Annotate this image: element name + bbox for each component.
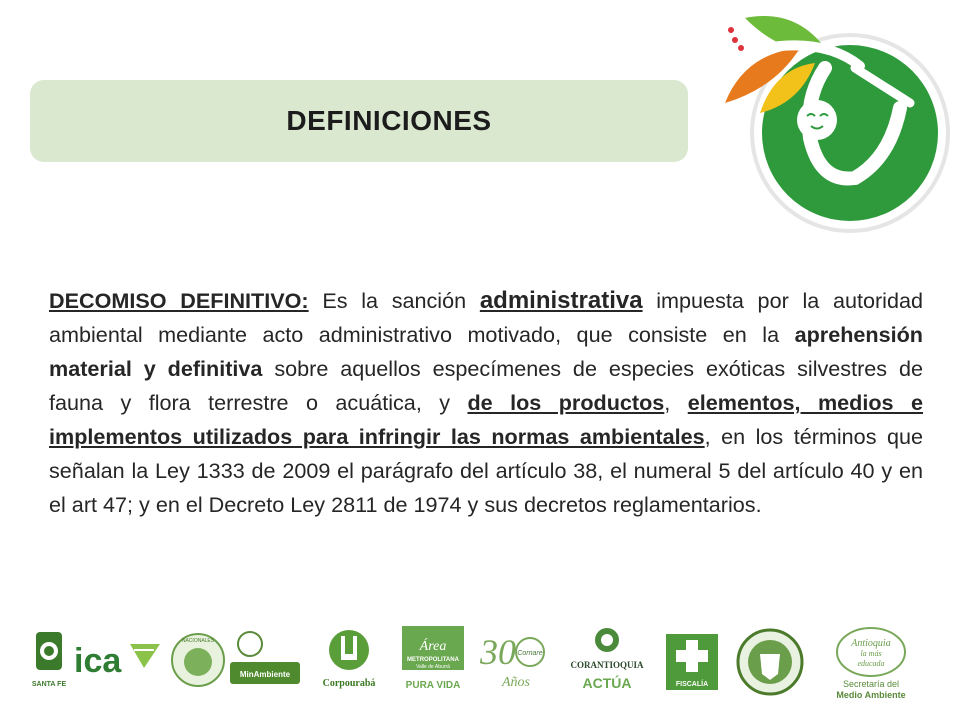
cornare-name: Cornare [517, 650, 543, 657]
definition-paragraph [49, 284, 923, 522]
corantioquia-label: CORANTIOQUIA [570, 660, 644, 670]
minambiente-label: MinAmbiente [239, 670, 291, 679]
minambiente-logo [228, 624, 303, 696]
cornare-number: 30 [480, 632, 516, 672]
corpouraba-label: Corpourabá [322, 678, 376, 689]
definition-text-4: , [664, 390, 688, 415]
corantioquia-logo [564, 624, 650, 696]
nacionales-logo [168, 624, 228, 696]
secretaria-line2: Medio Ambiente [836, 690, 906, 700]
sloth-logo [705, 8, 950, 233]
definition-text-3: sobre aquellos especímenes de especies exóticas silvestres de fauna y flora terrestre o acuática, y [49, 356, 924, 415]
area-sub2: Valle de Aburrá [416, 664, 450, 670]
definition-keyword-productos: de los productos [467, 390, 665, 415]
santafe-label: SANTA FE [31, 681, 67, 688]
ica-logo [72, 624, 162, 696]
santafe-logo [31, 624, 67, 696]
ica-label: ica [74, 642, 122, 680]
area-sub3: PURA VIDA [405, 680, 461, 691]
fiscalia-logo [664, 624, 720, 696]
cornare-anos: Años [502, 675, 530, 690]
secretaria-line1: Secretaría del [842, 679, 900, 689]
area-metropolitana-logo [400, 624, 466, 696]
page-title: DEFINICIONES [286, 105, 492, 136]
nacionales-label: NACIONALES [181, 638, 215, 644]
definition-text-5: , en los términos que señalan la Ley 1333 de 2009 el parágrafo del artículo 38, el numeral 5 del artículo 40 y en el art 47; y en el Decreto Ley 2811 de 1974 y sus decretos reglamentarios. [49, 424, 923, 517]
antioquia-line1: Antioquia [851, 638, 891, 649]
definition-text-1: Es la sanción [308, 288, 480, 313]
definition-keyword-administrativa: administrativa [479, 287, 643, 314]
antioquia-line2: la más [860, 649, 882, 658]
definition-keyword-aprehension: aprehensión material y definitiva [49, 322, 923, 381]
corpouraba-logo [310, 624, 388, 696]
secretaria-medio-ambiente-logo [824, 624, 918, 702]
cornare-logo [476, 624, 554, 696]
area-label: Área [419, 639, 447, 654]
definition-keyword-elementos: elementos, medios e implementos utilizados para infringir las normas ambientales [49, 390, 924, 449]
sloth-logo-icon [705, 8, 950, 233]
title-banner [30, 80, 688, 162]
antioquia-line3: educada [857, 659, 885, 668]
partner-logos-row [28, 624, 928, 704]
definition-text-2: impuesta por la autoridad ambiental mediante acto administrativo motivado, que consiste en la [49, 288, 923, 347]
escudo-logo [734, 624, 806, 696]
area-sub1: METROPOLITANA [407, 657, 459, 663]
actua-label: ACTÚA [582, 675, 632, 691]
definition-term: DECOMISO DEFINITIVO: [49, 288, 309, 313]
fiscalia-label: FISCALÍA [675, 681, 709, 688]
